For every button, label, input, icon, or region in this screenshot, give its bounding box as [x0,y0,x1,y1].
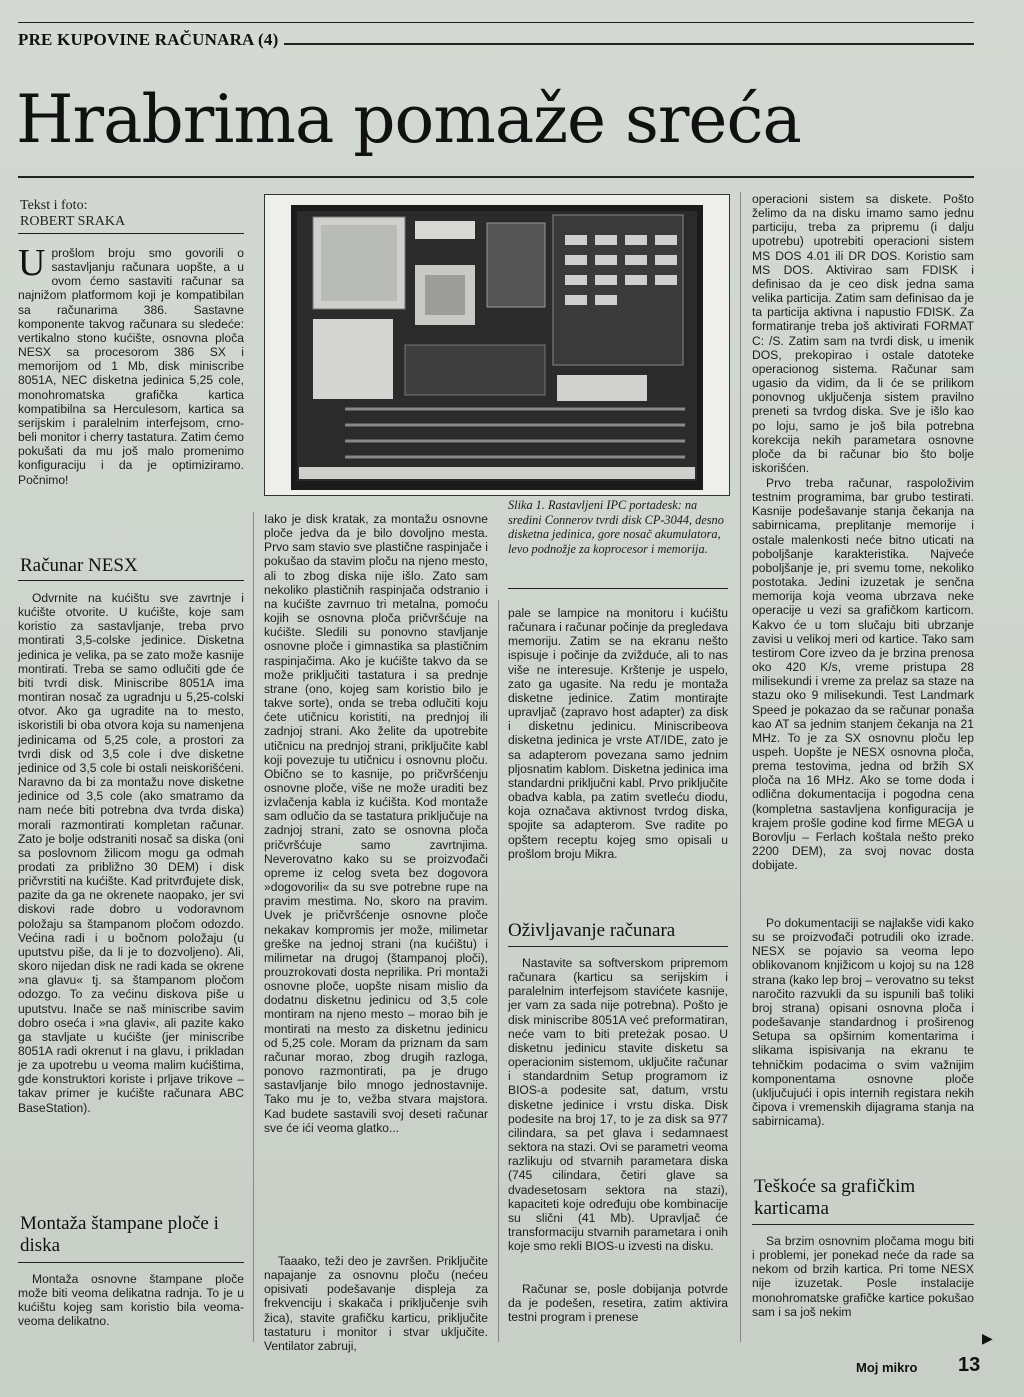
column-4-middle [752,476,974,916]
column-1-tail [18,1272,244,1332]
column-4-tail [752,1234,974,1324]
intro-paragraph: prošlom broju smo govorili o sastavljanju računara uopšte, a u ovom ćemo sastaviti računar sa najnižom platformom koji je kompatibilan sa računarima 386. Sastavne komponente takvog računara su sledeće: vertikalno stono kućište, osnovna ploča NESX sa procesorom 386 SX i memorijom od 1 Mb, disk miniscribe 8051A, NEC disketna jedinica 5,25 cole, monohromatska grafička kartica kompatibilna sa Herculesom, kartica sa serijskim i paralelnim interfejsom, crno-beli monitor i cherry tastatura. Zatim ćemo pokušati da mu još malo promenimo konfiguraciju i da je optimiziramo. Počnimo! [18,246,244,487]
photo-caption: Slika 1. Rastavljeni IPC portadesk: na sredini Connerov tvrdi disk CP-3044, desno disketna jedinica, gore nosač akumulatora, levo podnožje za koprocesor i memorija. [508,498,724,556]
motherboard-photo [264,194,730,496]
paragraph: Iako je disk kratak, za montažu osnovne ploče jedva da je bilo dovoljno mesta. Prvo sam stavio sve plastične raspinjače i pokušao da stavim ploču na njeno mesto, ali to zbog diska nije išlo. Zato sam nekoliko plastičnih raspinjača odstranio i na kućište zavrnuo tri metalna, pomoću kojih se osnovna ploča pričvršćuje na kućište. Sledili su ponovno stavljanje osnovne ploče i gimnastika sa plastičnim raspinjačima. Ako je kućište takvo da se može priključiti tastatura i sa prednje strane (ono, kojeg sam koristio bilo je takve sorte), onda se treba odlučiti koju ćete utičnicu koristiti, na prednjoj ili zadnjoj strani. Ako želite da upotrebite utičnicu na prednjoj strani, priključite kabl koji povezuje tu utičnicu i osnovnu ploču. Obično se to kasnije, po pričvršćenju osnovne ploče, više ne može uraditi bez izvlačenja kabla iz kućišta. Kod montaže sam odlučio da se tastatura priključuje na zadnjoj strani, zato se osnovna ploča pričvršćuje samo zavrtnjima. Neverovatno kako su se proizvođači opreme iz celog sveta bez dogovora »dogovorili« da su sve potrebne rupe na pravim mestima. No, skoro na pravim. Uvek je pričvršćenje osnovne ploče nekakav kompromis jer može, milimetar greške na jednoj strani (na kućištu) i milimetar na drugoj (štampanoj ploči), prouzrokovati dosta neprilika. Pri montaži osnovne ploče, uopšte nisam mislio da dodatnu disketnu jedinicu od 3,5 cole montiram na njeno mesto – morao bih je montirati na mesto za disketnu jedinicu od 5,25 cole. Moram da priznam da sam računar morao, zbog drugih razloga, ponovo razmontirati, pa je drugo sastavljanje bilo mnogo jednostavnije. Tako mu je to, vežba stvara majstora. Kad budete sastavili svoj deseti računar sve će ići veoma glatko... [264,512,488,1135]
subhead-4-rule [752,1224,974,1225]
column-2-body [264,512,488,1252]
column-4-lower [752,916,974,1146]
paragraph: Računar se, posle dobijanja potvrde da je podešen, resetira, zatim aktivira testni program i prenese [508,1282,728,1325]
top-rule [18,22,974,23]
column-1-intro [18,242,244,524]
byline-label: Tekst i foto: [20,198,88,213]
subhead-racunar-nesx: Računar NESX [20,555,138,576]
column-divider [253,512,254,1342]
column-3-tail [508,1282,728,1342]
caption-rule [508,588,728,589]
paragraph: operacioni sistem sa diskete. Pošto želimo da na disku imamo samo jednu particiju, treba za pripremu (i dalju upotrebu) upotrebiti operacioni sistem MS DOS 4.01 ili DR DOS. Koristio sam MS DOS. Aktivirao sam FDISK i definisao da je ceo disk jedna sama velika particija. Zatim sam definisao da je ta particija aktivna i napustio FDISK. Za formatiranje treba još aktivirati FORMAT C: /S. Zatim sam na tvrdi disk, u imenik DOS, prekopirao i ostale datoteke operacionog sistema. Računar sam ugasio da vidim, da li će se prilikom ponovnog uključenja sistem pravilno preneti sa tvrdog diska. Sve je išlo kao po loju, samo je još bila potrebna korekcija nekih parametara osnovne ploče da bi računar bio što bolje iskorišćen. [752,192,974,475]
column-divider [498,600,499,1342]
paragraph: Montaža osnovne štampane ploče može biti veoma delikatna radnja. To je u kućištu kojeg sam koristio bila veoma-veoma delikatno. [18,1272,244,1329]
column-4-body [752,192,974,476]
subhead-1-rule [18,580,244,581]
subhead-ozivljavanje: Oživljavanje računara [508,920,676,941]
byline-name: ROBERT SRAKA [20,214,126,229]
paragraph: Nastavite sa softverskom pripremom računara (karticu sa serijskim i paralelnim interfejsom stavićete kasnije, jer vam za sada nije potrebna). Pošto je disk miniscribe 8051A već preformatiran, neće vam to biti preteżak posao. U disketnu jedinicu stavite disketu sa operacionim sistemom, uključite računar i standardnim Setup programom iz BIOS-a podesite sat, datum, vrstu disketne jedinice i vrstu diska. Disk podesite na broj 17, to je za disk sa 977 cilindara, sa pet glava i sedamnaest sektora na stazi. Ovi se parametri veoma razlikuju od stvarnih parametara diska (745 cilindara, četiri glave sa dvadesetosam sektora na stazi), kapaciteti koje određuju obe kombinacije su slični (41 Mb). Upravljač će transformaciju stvarnih parametara i onih koje smo rekli BIOS-u izvesti na disku. [508,956,728,1254]
continue-arrow-icon: ▶ [982,1330,993,1346]
paragraph: Prvo treba računar, raspoloživim testnim programima, bar grubo testirati. Kasnije podešavanje stanja čekanja na sabirnicama, preplitanje memorije i ostale malenkosti neće bitno uticati na poboljšanje karakteristika. Najveće poboljšanje je, pri svemu tome, nekoliko postotaka. Jedini izuzetak je senčna memorija koja veoma ubrzava neke operacije u vezi sa grafičkom karticom. Kakvo će u tom slučaju biti ubrzanje zavisi u velikoj meri od kartice. Tako sam testirom Core izveo da je brzina prenosa oko 420 K/s, vreme pristupa 28 milisekundi i vreme za prelaz sa staze na stazu oko 9 milisekundi. Test Landmark Speed je pokazao da se računar ponaša kao AT sa jednim stanjem čekanja na 21 MHz. To je za SX osnovnu ploču lep uspeh. Uopšte je NESX osnovna ploča, prema testovima, jedna od bržih SX ploča na 16 MHz. Ako se tome doda i odlična dokumentacija i pogodna cena (kompletna sastavljena konfiguracija je krajem prošle godine kod firme MEGA u Borovlju – Ferlach koštala nešto preko 2200 DEM), za svoj novac dosta dobijate. [752,476,974,873]
paragraph: Po dokumentaciji se najlakše vidi kako su se proizvođači potrudili oko izrade. NESX se pojavio sa veoma lepo oblikovanom knjižicom u kojoj su na 128 strana (kako lep broj – verovatno su tekst naročito razvukli da su ispunili baš toliki broj strana) opisani osnovna ploča i podešavanje standardnog i proširenog Setupa sa opširnim komentarima i slikama ispisivanja na ekranu te tehničkim podacima o svim važnijim komponentama osnovne ploče (uključujući i opis internih registara nekih čipova i vremenskih dijagrama stanja na sabirnicama). [752,916,974,1129]
magazine-name: Moj mikro [856,1360,918,1375]
headline-rule [18,176,974,178]
byline-rule [18,233,244,234]
subhead-2-rule [18,1262,244,1263]
paragraph: pale se lampice na monitoru i kućištu računara i računar počinje da pregledava memoriju. Zatim se na ekranu nešto ispisuje i počinje da zvižduće, ali to nas više ne interesuje. Krštenje je uspelo, zato ga ugasite. Na redu je montaža disketne jedinice. Zatim montirajte upravljač (zapravo host adapter) za disk i disketnu jedinicu. Miniscribeova disketna jedinica je vrste AT/IDE, zato je sa adapterom povezana samo jednim pljosnatim kablom. Disketna jedinica ima standardni priključni kabl. Prvo priključite obadva kabla, pa zatim svetleću diodu, koja označava aktivnost tvrdog diska, spojite sa adapterom. Sve radite po opštem receptu kojeg smo opisali u prošlom broju Mikra. [508,606,728,861]
column-2-tail [264,1254,488,1353]
subhead-teskoce: Teškoće sa grafičkim karticama [754,1176,916,1219]
article-headline: Hrabrima pomaže sreća [16,81,801,158]
drop-cap: U [18,242,46,284]
paragraph: Odvrnite na kućištu sve zavrtnje i kućište otvorite. U kućište, koje sam koristio za sastavljanje, treba prvo montirati 3,5-colske jedinice. Disketna jedinica je velika, pa se zato može kasnije montirati. Treba se samo odlučiti gde će biti tvrdi disk. Miniscribe 8051A ima montiran nosač za ugradnju u 5,25-colski otvor. Ako ga ugradite na to mesto, iskoristili bi oba otvora koja su namenjena jedinicama od 5,25 cole, a prostori za tvrdi disk od 3,5 cole i dve disketne jedinice od 3,5 cole bi ostali neiskorišćeni. Naravno da bi za montažu nove disketne jedinice od 3,5 cole (ako smatramo da nam neće biti potrebna dva tvrda diska) morali razmontirati kompletan računar. Zato je bolje odstraniti nosač sa diska (oni sa poslovnom žilicom mogu ga odmah prodati za približno 30 DEM) i disk pričvrstiti na kućište. Kad pritvrđujete disk, pazite da ga ne okrenete naopako, jer svi diskovi rade dobro u vodoravnom položaju sa štampanom pločom odozdo. Većina radi i u bočnom položaju (u uputstvu piše, da li je to dozvoljeno). Ali, skoro nijedan disk ne radi kada se okrene »na glavu« tj. sa štampanom pločom odozgo. To za većinu diskova piše u uputstvu. Inače se naš miniscribe savim dobro oseća i »na glavi«, ali pazite kako ga stavljate u kućište (jer miniscribe 8051A radi okrenut i na glavu, i prikladan je za upotrebu u veoma malim kućištima, gde konstruktori koriste i prljave trikove – takav primer je kućište računara ABC BaseStation). [18,591,244,1115]
paragraph: Taaako, teži deo je završen. Priključite napajanje za osnovnu ploču (nećeu opisivati podešavanje displeja za frekvenciju i skakača i priključenje svih žica), stavite grafičku karticu, priključite tastaturu i monitor i stvar uključite. Ventilator zabruji, [264,1254,488,1353]
section-kicker: PRE KUPOVINE RAČUNARA (4) [18,30,284,50]
subhead-3-rule [508,946,728,947]
column-1-body [18,591,244,1191]
paragraph: Sa brzim osnovnim pločama mogu biti i problemi, jer ponekad neće da rade sa nekom od brzih kartica. Pri tome NESX nije izuzetak. Posle instalacije monohromatske grafičke kartice pokušao sam i sa još nekim [752,1234,974,1319]
column-3-body [508,606,728,900]
subhead-montaza: Montaža štampane ploče i diska [20,1213,219,1256]
page-number: 13 [958,1354,981,1376]
column-divider [740,192,741,1342]
column-3-lower [508,956,728,1276]
photo-illustration [265,195,729,495]
